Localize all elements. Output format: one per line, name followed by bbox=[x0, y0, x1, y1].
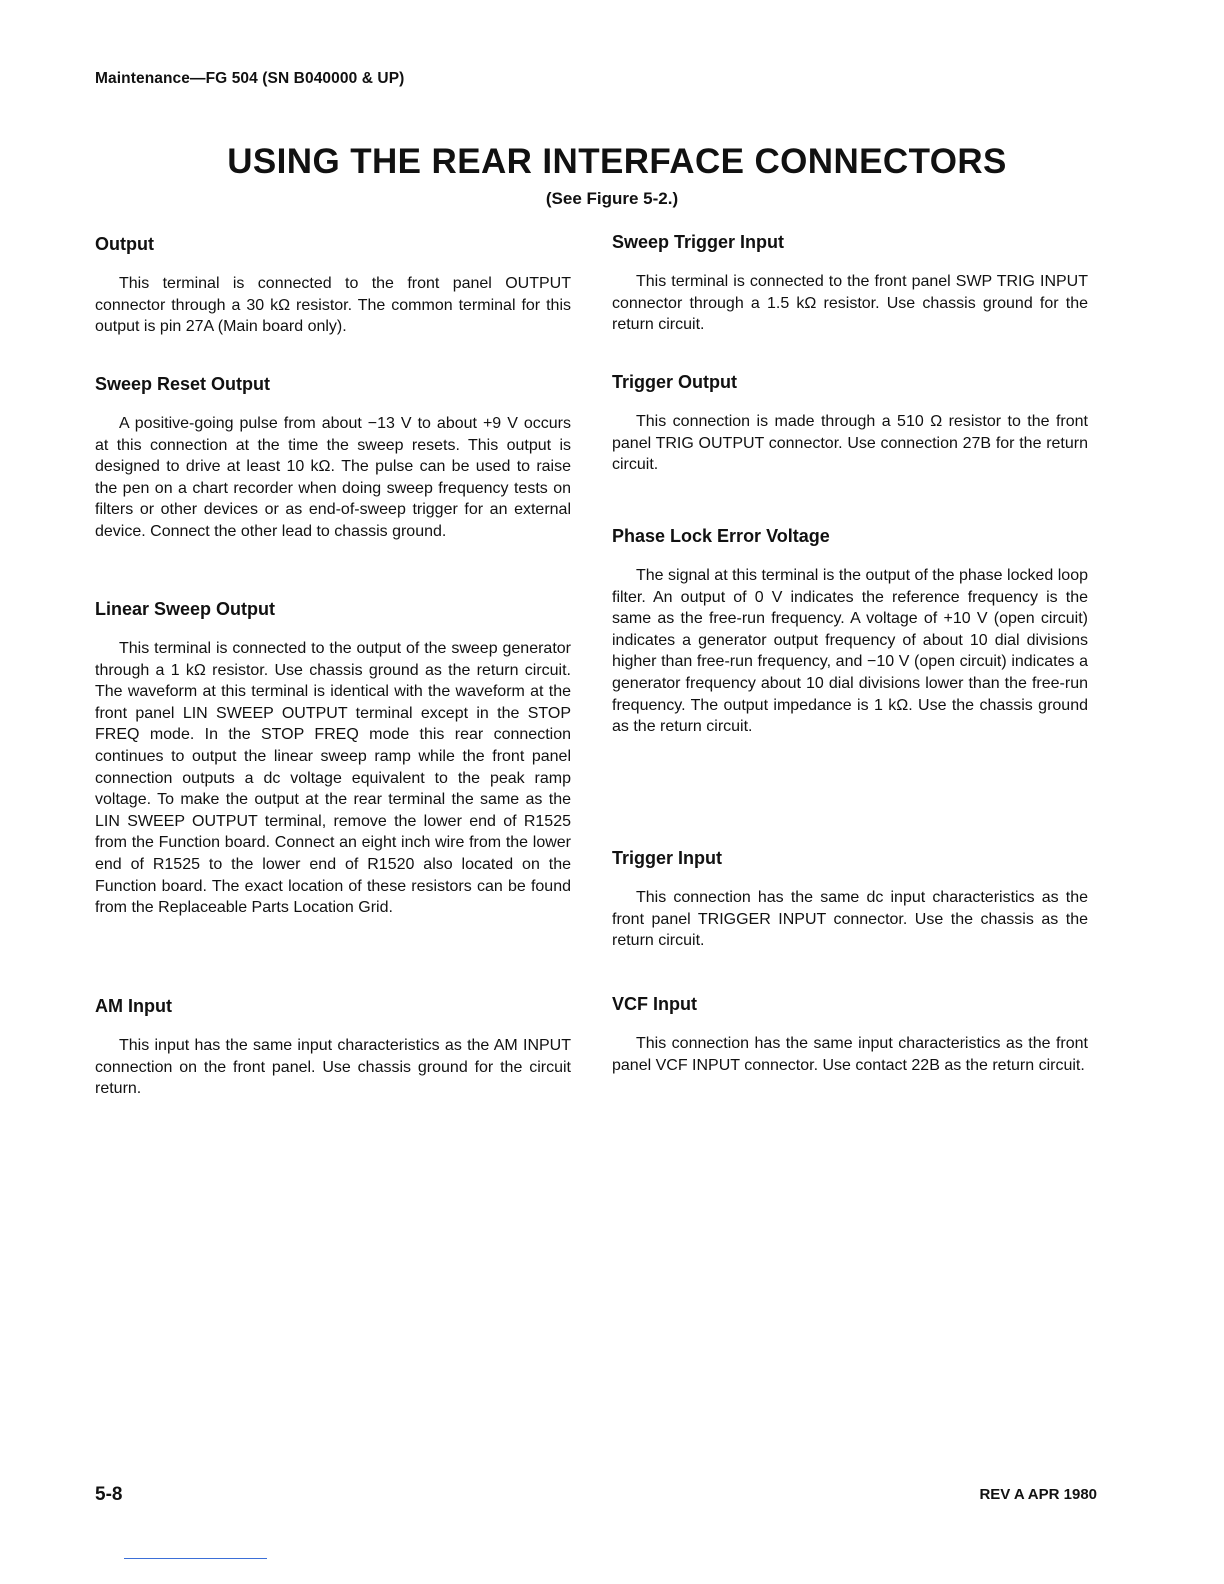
section-body: The signal at this terminal is the output of the phase locked loop filter. An output of 0 V indicates the reference frequency is the same as the free-run frequency. A voltage of +10 V (open circuit) indicates a generator output frequency of about 10 dial divisions higher than free-run frequency, and −10 V (open circuit) indicates a generator frequency about 10 dial divisions lower than the free-run frequency. The output impedance is 1 kΩ. Use the chassis ground as the return circuit. bbox=[612, 567, 1088, 736]
section-body: This connection is made through a 510 Ω resistor to the front panel TRIG OUTPUT connector. Use connection 27B for the return circuit. bbox=[612, 413, 1088, 474]
section-linear-sweep-output bbox=[95, 598, 571, 919]
section-body: This terminal is connected to the front panel OUTPUT connector through a 30 kΩ resistor. The common terminal for this output is pin 27A (Main board only). bbox=[95, 275, 571, 336]
section-am-input bbox=[95, 995, 571, 1100]
page-title: USING THE REAR INTERFACE CONNECTORS bbox=[227, 142, 1007, 181]
section-heading: Trigger Input bbox=[612, 848, 722, 868]
running-header: Maintenance—FG 504 (SN B040000 & UP) bbox=[95, 70, 405, 87]
section-heading: Phase Lock Error Voltage bbox=[612, 526, 830, 546]
section-heading: Trigger Output bbox=[612, 372, 737, 392]
section-heading: Output bbox=[95, 234, 154, 254]
section-phase-lock-error-voltage bbox=[612, 525, 1088, 738]
revision-label: REV A APR 1980 bbox=[979, 1486, 1097, 1503]
page-number: 5-8 bbox=[95, 1484, 123, 1505]
section-body: This terminal is connected to the front panel SWP TRIG INPUT connector through a 1.5 kΩ resistor. Use chassis ground for the return circuit. bbox=[612, 273, 1088, 334]
section-trigger-output bbox=[612, 371, 1088, 476]
bottom-rule bbox=[124, 1558, 267, 1559]
section-heading: Linear Sweep Output bbox=[95, 599, 276, 619]
section-heading: Sweep Trigger Input bbox=[612, 232, 785, 252]
section-heading: Sweep Reset Output bbox=[95, 374, 271, 394]
section-output bbox=[95, 233, 571, 338]
section-sweep-reset-output bbox=[95, 373, 571, 543]
page-subtitle: (See Figure 5-2.) bbox=[545, 189, 679, 208]
section-heading: VCF Input bbox=[612, 994, 697, 1014]
section-trigger-input bbox=[612, 847, 1088, 952]
title-block bbox=[0, 142, 1224, 210]
section-body: This terminal is connected to the output of the sweep generator through a 1 kΩ resistor. Use chassis ground as the return circuit. The waveform at this terminal is identical with the waveform at the front panel LIN SWEEP OUTPUT terminal except in the STOP FREQ mode. In the STOP FREQ mode this rear connection continues to output the linear sweep ramp while the front panel connection outputs a dc voltage equivalent to the peak ramp voltage. To make the output at the rear terminal the same as the LIN SWEEP OUTPUT terminal, remove the lower end of R1525 from the Function board. Connect an eight inch wire from the lower end of R1525 to the lower end of R1520 also located on the Function board. The exact location of these resistors can be found from the Replaceable Parts Location Grid. bbox=[95, 640, 571, 917]
section-body: This connection has the same input characteristics as the front panel VCF INPUT connector. Use contact 22B as the return circuit. bbox=[612, 1035, 1088, 1074]
section-body: A positive-going pulse from about −13 V to about +9 V occurs at this connection at the time the sweep resets. This output is designed to drive at least 10 kΩ. The pulse can be used to raise the pen on a chart recorder when doing sweep frequency tests on filters or other devices or as end-of-sweep trigger for an external device. Connect the other lead to chassis ground. bbox=[95, 415, 571, 540]
section-body: This input has the same input characteristics as the AM INPUT connection on the front panel. Use chassis ground for the circuit return. bbox=[95, 1037, 571, 1098]
section-sweep-trigger-input bbox=[612, 231, 1088, 336]
section-vcf-input bbox=[612, 993, 1088, 1076]
section-heading: AM Input bbox=[95, 996, 172, 1016]
section-body: This connection has the same dc input characteristics as the front panel TRIGGER INPUT connector. Use the chassis as the return circuit. bbox=[612, 889, 1088, 950]
